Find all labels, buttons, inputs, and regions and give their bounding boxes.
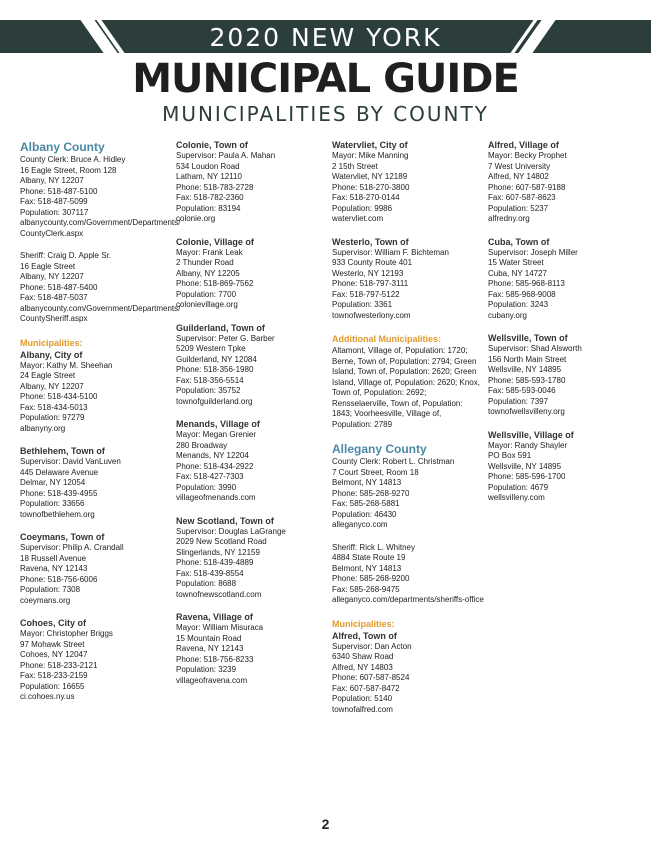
detail-line: 5209 Western Tpke [176, 344, 246, 353]
detail-line: Population: 4679 [488, 482, 549, 492]
directory-entry [176, 612, 326, 686]
directory-entry [20, 251, 181, 325]
detail-line: Mayor: William Misuraca [176, 623, 264, 632]
detail-line: Mayor: Mike Manning [332, 151, 409, 160]
website-text: colonie.org [176, 214, 216, 223]
detail-line: 156 North Main Street [488, 354, 567, 364]
detail-line: 97 Mohawk Street [20, 639, 85, 649]
county-name: Allegany County [332, 442, 427, 456]
detail-line: Watervliet, NY 12189 [332, 172, 408, 181]
municipality-name: Colonie, Village of [176, 236, 254, 247]
detail-line: Phone: 607-587-8524 [332, 673, 410, 682]
detail-line: Mayor: Christopher Briggs [20, 629, 113, 638]
column-2 [176, 140, 326, 698]
detail-line: Phone: 518-439-4955 [20, 488, 98, 498]
directory-entry [332, 631, 482, 716]
section-heading [332, 618, 482, 630]
detail-line: Population: 9986 [332, 203, 393, 213]
website-text: townofbethlehem.org [20, 509, 95, 519]
page-title: MUNICIPAL GUIDE [132, 56, 519, 102]
detail-line: Population: 3361 [332, 300, 393, 309]
detail-line: Mayor: Megan Grenier [176, 430, 257, 439]
website-text: albanyny.org [20, 423, 66, 433]
detail-line: Cuba, NY 14727 [488, 268, 548, 278]
detail-line: 2 15th Street [332, 161, 378, 171]
municipality-name: Guilderland, Town of [176, 322, 265, 333]
detail-line: Ravena, NY 12143 [20, 564, 88, 573]
detail-line: Population: 5140 [332, 694, 393, 703]
directory-entry [20, 618, 170, 703]
detail-line: Phone: 518-487-5100 [20, 186, 98, 196]
detail-line: 6340 Shaw Road [332, 652, 394, 661]
detail-line: Phone: 518-797-3111 [332, 279, 409, 288]
detail-line: Population: 8688 [176, 579, 237, 588]
detail-line: Phone: 585-968-8113 [488, 279, 565, 288]
municipalities-label: Municipalities: [332, 618, 395, 629]
directory-entry [332, 543, 482, 606]
website-text: coeymans.org [20, 595, 71, 605]
municipality-name: Wellsville, Village of [488, 429, 574, 440]
detail-line: Albany, NY 12207 [20, 176, 84, 185]
detail-line: Population: 7308 [20, 585, 81, 594]
municipality-name: Westerlo, Town of [332, 236, 409, 247]
detail-line: Fax: 518-356-5514 [176, 375, 244, 385]
municipality-name: Alfred, Village of [488, 140, 559, 150]
detail-line: Albany, NY 12207 [20, 272, 84, 281]
detail-line: Phone: 585-596-1700 [488, 472, 566, 481]
detail-line: Phone: 585-593-1780 [488, 375, 566, 385]
detail-line: 280 Broadway [176, 440, 228, 450]
website-text: villageofmenands.com [176, 493, 256, 502]
detail-line: 15 Mountain Road [176, 633, 242, 643]
detail-line: Sheriff: Craig D. Apple Sr. [20, 251, 112, 260]
detail-line: Guilderland, NY 12084 [176, 354, 257, 364]
detail-line: Wellsville, NY 14895 [488, 461, 562, 471]
detail-line: Phone: 518-869-7562 [176, 279, 254, 288]
detail-line: PO Box 591 [488, 451, 532, 460]
detail-line: Wellsville, NY 14895 [488, 365, 562, 374]
detail-line: Fax: 518-270-0144 [332, 193, 400, 202]
detail-line: Phone: 518-756-8233 [176, 654, 254, 664]
column-4 [488, 140, 638, 516]
detail-line: Phone: 585-268-9270 [332, 488, 410, 498]
detail-line: Supervisor: Paula A. Mahan [176, 151, 276, 160]
detail-line: Supervisor: David VanLuven [20, 457, 121, 466]
detail-line: Supervisor: Joseph Miller [488, 247, 578, 257]
detail-line: Fax: 518-427-7303 [176, 472, 244, 481]
municipality-name: Menands, Village of [176, 419, 260, 429]
website-text: townofguilderland.org [176, 396, 253, 406]
detail-line: Slingerlands, NY 12159 [176, 547, 260, 557]
detail-line: Fax: 607-587-8472 [332, 683, 400, 693]
directory-entry [488, 237, 638, 322]
municipality-name: Colonie, Town of [176, 140, 248, 150]
municipality-name: Ravena, Village of [176, 612, 253, 622]
directory-entry [176, 140, 326, 225]
directory-entry [332, 237, 482, 322]
detail-line: Population: 5237 [488, 203, 549, 213]
detail-line: County Clerk: Bruce A. Hidley [20, 155, 126, 164]
directory-entry [332, 140, 482, 225]
website-text: townofnewscotland.com [176, 589, 262, 599]
detail-line: Population: 97279 [20, 413, 85, 422]
detail-line: 933 County Route 401 [332, 258, 413, 267]
detail-line: Fax: 585-268-5881 [332, 499, 400, 508]
detail-line: Phone: 518-270-3800 [332, 182, 410, 192]
detail-line: Delmar, NY 12054 [20, 478, 86, 487]
directory-entry [176, 516, 326, 601]
detail-line: 2 Thunder Road [176, 258, 234, 267]
detail-line: Phone: 518-434-2922 [176, 461, 254, 471]
detail-line: Belmont, NY 14813 [332, 478, 402, 487]
detail-line: 16 Eagle Street [20, 261, 76, 271]
detail-line: Phone: 518-487-5400 [20, 282, 98, 292]
page-subtitle: MUNICIPALITIES BY COUNTY [162, 102, 489, 126]
detail-line: Mayor: Randy Shayler [488, 440, 568, 450]
county-entry [20, 140, 181, 239]
directory-entry [176, 323, 326, 408]
detail-line: Latham, NY 12110 [176, 172, 242, 181]
detail-line: Phone: 607-587-9188 [488, 182, 566, 192]
detail-line: 445 Delaware Avenue [20, 467, 99, 477]
municipality-name: Albany, City of [20, 349, 83, 360]
website-text: alleganyco.com/departments/sheriffs-office [332, 595, 484, 604]
website-text: albanycounty.com/Government/Departments/ [20, 303, 181, 313]
detail-line: Fax: 518-487-5037 [20, 293, 88, 302]
website-text: alleganyco.com [332, 520, 388, 529]
detail-line: 7 Court Street, Room 18 [332, 467, 419, 477]
detail-line: 18 Russell Avenue [20, 553, 87, 563]
detail-line: Mayor: Frank Leak [176, 247, 243, 257]
detail-line: Sheriff: Rick L. Whitney [332, 542, 415, 552]
detail-line: 16 Eagle Street, Room 128 [20, 165, 117, 175]
detail-line: 7 West University [488, 161, 551, 171]
website-text: ci.cohoes.ny.us [20, 692, 75, 701]
detail-line: Supervisor: Dan Acton [332, 641, 412, 651]
detail-line: Supervisor: Shad Alsworth [488, 344, 582, 353]
detail-line: Fax: 585-593-0046 [488, 386, 556, 395]
detail-line: Menands, NY 12204 [176, 451, 249, 460]
website-text: villageofravena.com [176, 675, 248, 685]
detail-line: Population: 46430 [332, 509, 397, 519]
detail-line: Population: 7700 [176, 289, 237, 299]
detail-line: Cohoes, NY 12047 [20, 650, 88, 659]
banner-title: 2020 NEW YORK [209, 23, 442, 52]
detail-line: Supervisor: Philip A. Crandall [20, 543, 124, 552]
page-number: 2 [321, 816, 330, 832]
website-text: cubany.org [488, 310, 527, 320]
website-text: albanycounty.com/Government/Departments/ [20, 218, 181, 227]
additional-municipalities-text: Altamont, Village of, Population: 1720; Berne, Town of, Population: 2794; Green Island, Town of, Population: 2620; Green Island, Village of, Population: 2620; Knox, Town of, Population: 2692; Rensselaerville, Town of, Population: 1843; Voorheesville, Village of, Population: 2789 [332, 346, 480, 429]
detail-line: Population: 3239 [176, 665, 237, 674]
directory-entry [20, 446, 170, 520]
detail-line: Fax: 518-797-5122 [332, 289, 400, 299]
directory-entry [20, 532, 170, 606]
website-text: colonievillage.org [176, 300, 238, 309]
municipality-name: New Scotland, Town of [176, 515, 274, 526]
detail-line: Phone: 518-783-2728 [176, 182, 254, 192]
section-heading [20, 337, 170, 349]
detail-line: Population: 307117 [20, 207, 89, 217]
detail-line: 24 Eagle Street [20, 371, 76, 380]
detail-line: Population: 83194 [176, 203, 241, 213]
column-3 [332, 140, 482, 727]
detail-line: 534 Loudon Road [176, 161, 240, 171]
directory-entry [332, 333, 482, 430]
municipality-name: Coeymans, Town of [20, 532, 105, 542]
detail-line: County Clerk: Robert L. Christman [332, 457, 455, 466]
detail-line: Mayor: Kathy M. Sheehan [20, 360, 113, 370]
detail-line: Population: 3243 [488, 300, 549, 309]
detail-line: Fax: 585-268-9475 [332, 584, 400, 594]
detail-line: Phone: 518-356-1980 [176, 365, 254, 374]
detail-line: Phone: 518-439-4889 [176, 558, 254, 567]
detail-line: Belmont, NY 14813 [332, 563, 402, 573]
directory-entry [176, 237, 326, 311]
detail-line: Fax: 607-587-8623 [488, 193, 556, 202]
municipality-name: Wellsville, Town of [488, 333, 568, 343]
detail-line: Mayor: Becky Prophet [488, 151, 567, 160]
detail-line: 2029 New Scotland Road [176, 537, 267, 546]
detail-line: Fax: 518-782-2360 [176, 193, 244, 202]
directory-entry [20, 350, 170, 435]
detail-line: Alfred, NY 14803 [332, 662, 393, 672]
website-text: alfredny.org [488, 214, 530, 223]
municipalities-label: Municipalities: [20, 337, 83, 348]
detail-line: Fax: 585-968-9008 [488, 289, 556, 299]
additional-municipalities-label: Additional Municipalities: [332, 334, 442, 344]
municipality-name: Cuba, Town of [488, 236, 550, 247]
website-text: townofalfred.com [332, 704, 393, 714]
detail-line: Albany, NY 12205 [176, 268, 240, 278]
detail-line: Population: 35752 [176, 386, 241, 395]
detail-line: Phone: 518-434-5100 [20, 392, 98, 401]
detail-line: Albany, NY 12207 [20, 381, 84, 391]
detail-line: Population: 3990 [176, 482, 237, 492]
municipality-name: Bethlehem, Town of [20, 446, 105, 456]
county-name: Albany County [20, 140, 105, 154]
detail-line: Population: 7397 [488, 396, 549, 406]
detail-line: Fax: 518-434-5013 [20, 402, 88, 412]
website-text: CountyClerk.aspx [20, 228, 84, 238]
detail-line: Phone: 518-756-6006 [20, 574, 98, 584]
detail-line: Westerlo, NY 12193 [332, 268, 404, 278]
website-text: watervliet.com [332, 214, 384, 223]
detail-line: Population: 16655 [20, 681, 85, 691]
directory-entry [176, 419, 326, 504]
website-text: wellsvilleny.com [488, 493, 545, 502]
detail-line: 4884 State Route 19 [332, 553, 406, 562]
municipality-name: Watervliet, City of [332, 140, 408, 150]
detail-line: Ravena, NY 12143 [176, 644, 244, 653]
directory-entry [488, 140, 638, 225]
detail-line: Phone: 585-268-9200 [332, 574, 410, 583]
detail-line: Phone: 518-233-2121 [20, 660, 98, 670]
municipality-name: Alfred, Town of [332, 630, 397, 641]
directory-entry [488, 430, 638, 504]
website-text: CountySheriff.aspx [20, 314, 88, 323]
detail-line: Population: 33656 [20, 499, 85, 508]
detail-line: Fax: 518-439-8554 [176, 568, 244, 578]
detail-line: 15 Water Street [488, 258, 544, 267]
detail-line: Supervisor: William F. Bichteman [332, 247, 449, 257]
website-text: townofwellsvilleny.org [488, 407, 565, 416]
detail-line: Supervisor: Peter G. Barber [176, 333, 275, 343]
detail-line: Alfred, NY 14802 [488, 172, 549, 181]
column-1 [20, 140, 181, 715]
county-entry [332, 442, 482, 531]
municipality-name: Cohoes, City of [20, 618, 87, 628]
website-text: townofwesterlony.com [332, 310, 411, 320]
detail-line: Fax: 518-233-2159 [20, 671, 88, 680]
detail-line: Supervisor: Douglas LaGrange [176, 526, 286, 536]
directory-entry [488, 333, 638, 418]
detail-line: Fax: 518-487-5099 [20, 197, 88, 206]
